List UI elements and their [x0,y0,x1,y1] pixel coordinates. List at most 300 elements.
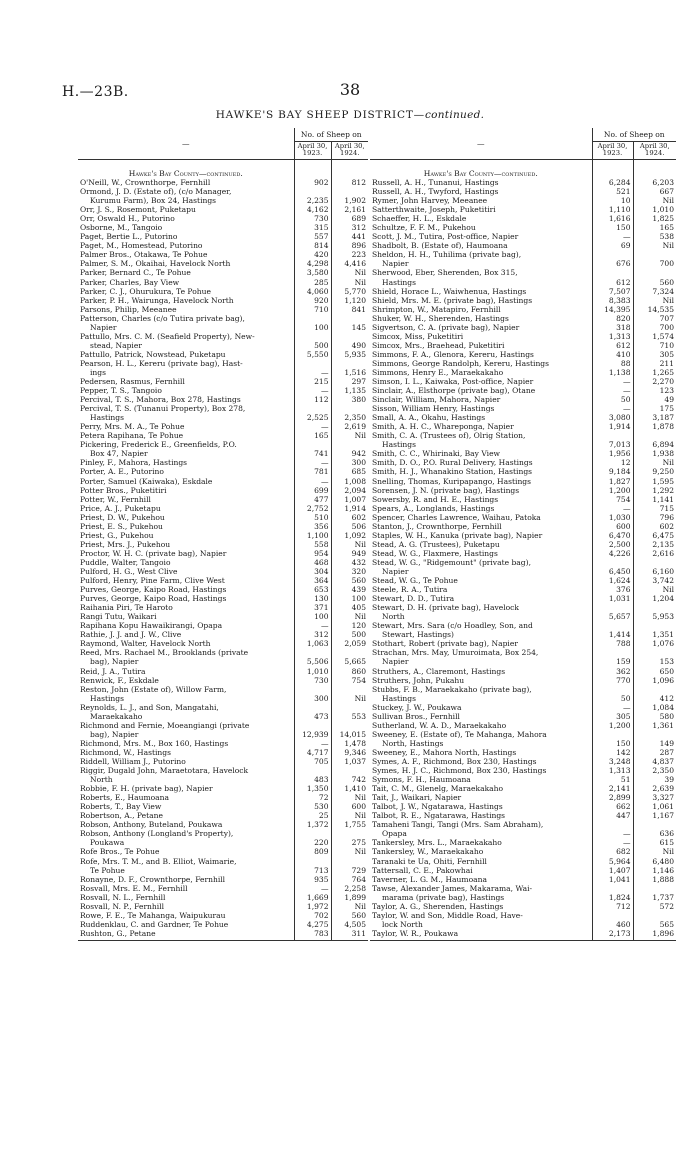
table-row [370,513,676,522]
sheep-1923-value: 318 [592,323,633,332]
sheep-1924-value: Nil [331,268,368,277]
sheep-1923-value: 5,964 [592,857,633,866]
table-row [370,359,676,368]
owner-entry [78,522,294,531]
table-row [370,495,676,504]
owner-name: Potter, W., Fernhill [80,494,151,504]
owner-entry [78,458,294,467]
sheep-1924-value: 6,203 [633,178,676,187]
sheep-1924-value: Nil [633,296,676,305]
sheep-1923-value: 159 [592,648,633,666]
owner-address-continuation: stead, Napier [90,340,142,350]
owner-name: Sigvertson, C. A. (private bag), Napier [372,322,520,332]
owner-name: Smith, D. O., P.O. Rural Delivery, Hastings [372,458,533,468]
owner-entry [78,214,294,223]
owner-entry [78,820,294,829]
owner-name: Petera Rapihana, Te Pohue [80,431,184,441]
owner-entry [370,205,592,214]
sheep-1924-value: 311 [331,929,368,941]
sheep-1923-value: 1,372 [294,820,331,829]
sheep-1923-value: 5,657 [592,603,633,621]
table-row [370,287,676,296]
table-row [78,793,368,802]
owner-entry [78,784,294,793]
table-row [78,214,368,223]
sheep-1923-value: 1,624 [592,576,633,585]
table-row [78,766,368,784]
sheep-1924-value: 6,475 [633,531,676,540]
table-row [78,847,368,856]
owner-name: Ronayne, D. F., Crownthorpe, Fernhill [80,874,226,884]
sheep-1924-value: 4,837 [633,757,676,766]
sheep-1924-value: 1,292 [633,486,676,495]
sheep-1923-value: 5,506 [294,648,331,666]
section-heading-row [370,159,676,178]
owner-name: Porter, A. E., Putorino [80,467,164,477]
owner-name: Scott, J. M., Tutira, Post-office, Napier [372,232,519,242]
table-row [78,467,368,476]
owner-name: Robbie, F. H. (private bag), Napier [80,784,213,794]
sheep-1924-value: Nil [331,847,368,856]
sheep-1924-value: 1,120 [331,296,368,305]
owner-name: Steele, R. A., Tutira [372,585,448,595]
sheep-1923-value: 150 [592,223,633,232]
sheep-1924-value: 860 [331,667,368,676]
owner-name: Priest, G., Pukehou [80,530,154,540]
table-row [370,802,676,811]
sheep-1923-value: 3,248 [592,757,633,766]
owner-entry [370,811,592,820]
owner-entry [78,621,294,630]
owner-name: Puddle, Walter, Tangoio [80,557,171,567]
sheep-1924-value: 5,935 [331,350,368,359]
table-row [370,178,676,187]
table-row [78,811,368,820]
sheep-1924-value: 1,204 [633,594,676,603]
table-row [78,902,368,911]
table-row [370,296,676,305]
table-row [370,667,676,676]
owner-name: Proctor, W. H. C. (private bag), Napier [80,548,227,558]
sheep-1924-value: 7,324 [633,287,676,296]
sheep-1924-value: 1,737 [633,884,676,902]
table-row [370,621,676,639]
table-row [78,350,368,359]
table-row [370,775,676,784]
sheep-1924-value: 6,894 [633,431,676,449]
owner-entry [78,395,294,404]
table-row [78,431,368,440]
owner-name: Stead, W. G., "Ridgemount" (private bag), [372,557,531,567]
owner-entry [78,603,294,612]
owner-name: Pattullo, Patrick, Nowstead, Puketapu [80,349,226,359]
table-row [78,250,368,259]
sheep-1923-value: 820 [592,314,633,323]
sheep-1923-value: 50 [592,395,633,404]
sheep-1923-value: 730 [294,214,331,223]
table-row [78,929,368,941]
table-row [78,205,368,214]
owner-name: Shrimpton, W., Matapiro, Fernhill [372,304,501,314]
owner-name: Rosvall, N. L., Fernhill [80,892,166,902]
table-row [78,241,368,250]
owner-name: Stanton, J., Crownthorpe, Fernhill [372,521,502,531]
owner-entry [370,866,592,875]
owner-name: Rangi Tutu, Waikari [80,612,157,622]
owner-name: Rowe, F. E., Te Mahanga, Waipukurau [80,910,226,920]
owner-name: Snelling, Thomas, Kuripapango, Hastings [372,476,532,486]
owner-name: Stewart, Mrs. Sara (c/o Hoadley, Son, and [372,621,533,631]
owner-address-continuation: Hastings [382,440,416,450]
table-row [370,639,676,648]
table-row [78,305,368,314]
owner-name: Simmons, George Randolph, Kereru, Hastings [372,358,550,368]
sheep-1924-value: 5,953 [633,603,676,621]
owner-header: — [78,128,294,159]
table-row [370,449,676,458]
sheep-1923-value: 4,298 [294,259,331,268]
owner-address-continuation: bag), Napier [90,657,139,667]
sheep-1924-value: 636 [633,820,676,838]
sheep-1924-value: 1,938 [633,449,676,458]
sheep-1924-value: 1,478 [331,739,368,748]
sheep-1923-value: 72 [294,793,331,802]
owner-name: Smith, A. H. C., Whareponga, Napier [372,422,514,432]
sheep-1923-value: 500 [294,332,331,350]
sheep-1924-value: 1,076 [633,639,676,648]
owner-entry [370,187,592,196]
sheep-1924-value: 14,015 [331,721,368,739]
sheep-1924-value: 1,146 [633,866,676,875]
sheep-1923-value: 477 [294,495,331,504]
sheep-1924-value: 710 [633,341,676,350]
table-row [78,911,368,920]
owner-entry [370,332,592,341]
sheep-1923-value: 376 [592,585,633,594]
table-row [78,549,368,558]
sheep-1923-value: 1,063 [294,639,331,648]
sheep-1924-value: 175 [633,404,676,413]
owner-name: Stead, A. G. (Trustees), Puketapu [372,539,500,549]
owner-entry [78,667,294,676]
owner-name: Symes, A. F., Richmond, Box 230, Hastings [372,756,537,766]
owner-entry [78,549,294,558]
table-row [78,278,368,287]
owner-name: Parker, P. H., Wairunga, Havelock North [80,295,234,305]
owner-header: — [370,128,592,159]
sheep-1923-value: 305 [592,712,633,721]
owner-name: Smith, H. J., Whanakino Station, Hastings [372,467,533,477]
table-row [370,911,676,929]
owner-name: Reston, John (Estate of), Willow Farm, [80,684,227,694]
table-row [78,585,368,594]
owner-name: Strachan, Mrs. May, Umuroimata, Box 254, [372,648,539,658]
owner-name: Richmond, W., Hastings [80,747,171,757]
table-row [78,721,368,739]
table-row [78,314,368,332]
table-row [370,350,676,359]
owner-address-continuation: Hastings [90,413,124,423]
sheep-1923-value: 112 [294,395,331,404]
table-row [78,630,368,639]
owner-entry [370,341,592,350]
table-row [78,802,368,811]
owner-name: Taverner, L. G. M., Haumoana [372,874,487,884]
table-row [370,205,676,214]
table-row [370,250,676,268]
table-row [78,576,368,585]
sheep-1924-value: 1,595 [633,477,676,486]
table-row [78,377,368,386]
owner-name: Robson, Anthony (Longland's Property), [80,829,234,839]
table-row [370,305,676,314]
sheep-1924-value: 412 [633,685,676,703]
owner-entry [370,305,592,314]
sheep-1924-value: 942 [331,440,368,458]
owner-entry [370,721,592,730]
sheep-1924-value: 2,258 [331,884,368,893]
sheep-1923-value: 142 [592,748,633,757]
owner-entry [78,639,294,648]
sheep-1924-value: 565 [633,911,676,929]
sheep-1923-value: 713 [294,857,331,875]
sheep-1923-value: — [294,884,331,893]
owner-entry [78,241,294,250]
sheep-1923-value: 935 [294,875,331,884]
owner-entry [78,748,294,757]
owner-entry [78,721,294,739]
table-row [78,386,368,395]
owner-entry [78,739,294,748]
sheep-1923-value: 1,200 [592,486,633,495]
sheep-1923-value: 1,138 [592,368,633,377]
sheep-1923-value: — [592,377,633,386]
owner-entry [78,847,294,856]
sheep-1924-value: 1,899 [331,893,368,902]
owner-entry [370,540,592,549]
owner-name: Roberts, E., Haumoana [80,793,170,803]
owner-name: Roberts, T., Bay View [80,802,162,812]
table-row [370,748,676,757]
table-row [78,359,368,377]
sheep-1924-value: 500 [331,630,368,639]
sheep-1923-value: 770 [592,676,633,685]
table-row [78,259,368,268]
owner-entry [78,495,294,504]
sheep-1924-value: 9,250 [633,467,676,476]
owner-entry [78,558,294,567]
sheep-1923-value: 4,162 [294,205,331,214]
table-row [370,214,676,223]
owner-entry [370,431,592,449]
sheep-1923-value: 10 [592,196,633,205]
sheep-1924-value: 5,770 [331,287,368,296]
sheep-1923-value: 2,141 [592,784,633,793]
owner-entry [78,287,294,296]
owner-entry [370,413,592,422]
table-row [370,766,676,775]
sheep-1924-value: 1,007 [331,495,368,504]
table-row [370,721,676,730]
table-row [78,920,368,929]
sheep-1924-value: 1,084 [633,703,676,712]
sheep-1924-value: 1,037 [331,757,368,766]
owner-entry [370,467,592,476]
sheep-1923-value: 50 [592,685,633,703]
sheep-1923-value: 705 [294,757,331,766]
sheep-1923-value: — [592,838,633,847]
table-row [78,540,368,549]
table-row [370,368,676,377]
sheep-1923-value: 304 [294,567,331,576]
report-reference: H.—23B. [62,84,129,100]
owner-entry [78,920,294,929]
sheep-count-header: No. of Sheep on [294,128,368,142]
owner-name: Pulford, Henry, Pine Farm, Clive West [80,576,225,586]
owner-entry [370,268,592,286]
table-row [370,875,676,884]
table-row [78,187,368,205]
owner-name: Stewart, D. H. (private bag), Havelock [372,603,519,613]
table-row [370,477,676,486]
sheep-1923-value: 2,173 [592,929,633,941]
sheep-1924-value: 1,141 [633,495,676,504]
sheep-1923-value: 702 [294,911,331,920]
sheep-1923-value: — [294,458,331,467]
sheep-1923-value: 1,956 [592,449,633,458]
sheep-1924-value: 650 [633,667,676,676]
owner-entry [370,504,592,513]
table-row [78,685,368,703]
table-row [78,268,368,277]
sheep-1923-value: 1,010 [294,667,331,676]
owner-entry [370,639,592,648]
sheep-1923-value: 510 [294,513,331,522]
sheep-1923-value: 682 [592,847,633,856]
table-row [78,748,368,757]
owner-entry [370,875,592,884]
sheep-1924-value: 1,135 [331,386,368,395]
sheep-1924-value: 123 [633,386,676,395]
sheep-1923-value: 9,184 [592,467,633,476]
sheep-1923-value: — [592,504,633,513]
owner-entry [370,178,592,187]
owner-entry [370,223,592,232]
owner-entry [78,431,294,440]
owner-entry [370,667,592,676]
sheep-1923-value: 8,383 [592,296,633,305]
owner-name: Rathie, J. J. and J. W., Clive [80,630,182,640]
sheep-1923-value: 1,407 [592,866,633,875]
owner-name: Orr, Oswald H., Putorino [80,214,175,224]
sheep-1923-value: 1,827 [592,477,633,486]
owner-name: Taylor, A. G., Sherenden, Hastings [372,901,504,911]
owner-entry [370,594,592,603]
table-row [370,431,676,449]
sheep-1923-value: 557 [294,232,331,241]
sheep-1923-value: 1,313 [592,766,633,775]
sheep-1923-value: 1,313 [592,332,633,341]
sheep-1923-value: 612 [592,341,633,350]
sheep-1924-value: 100 [331,594,368,603]
sheep-1923-value: 7,507 [592,287,633,296]
owner-entry [370,404,592,413]
owner-name: Pattullo, Mrs. C. M. (Seafield Property), New- [80,331,255,341]
owner-entry [370,232,592,241]
sheep-1923-value: 600 [592,522,633,531]
sheep-1924-value: 405 [331,603,368,612]
owner-address-continuation: Kurumu Farm), Box 24, Hastings [90,196,217,206]
owner-name: Symes, H. J. C., Richmond, Box 230, Hastings [372,766,547,776]
owner-entry [78,359,294,377]
sheep-1923-value: 902 [294,178,331,187]
col-1924-header: April 30, 1924. [331,142,368,160]
owner-entry [78,630,294,639]
table-row [78,757,368,766]
table-row [370,730,676,748]
owner-entry [370,748,592,757]
table-row [370,757,676,766]
sheep-1923-value: 6,450 [592,558,633,576]
owner-entry [370,296,592,305]
owner-entry [370,486,592,495]
sheep-1923-value: — [592,703,633,712]
owner-entry [78,576,294,585]
sheep-1923-value: 1,030 [592,513,633,522]
owner-entry [370,585,592,594]
sheep-1923-value: 1,669 [294,893,331,902]
owner-name: Tawse, Alexander James, Makarama, Wai- [372,883,533,893]
sheep-count-header: No. of Sheep on [592,128,676,142]
sheep-1923-value: 662 [592,802,633,811]
sheep-1924-value: 1,361 [633,721,676,730]
sheep-1923-value: 4,717 [294,748,331,757]
owner-address-continuation: Box 47, Napier [90,449,148,459]
owner-entry [78,296,294,305]
owner-entry [78,648,294,666]
sheep-1924-value: 153 [633,648,676,666]
section-heading-row [78,159,368,178]
sheep-1924-value: 3,327 [633,793,676,802]
owner-entry [78,504,294,513]
sheep-1924-value: 2,059 [331,639,368,648]
sheep-1924-value: 1,574 [633,332,676,341]
owner-entry [78,829,294,847]
owner-entry [370,576,592,585]
sheep-1924-value: 1,902 [331,187,368,205]
owner-name: Simcox, Miss, Puketitiri [372,331,464,341]
sheep-1924-value: 707 [633,314,676,323]
owner-entry [78,612,294,621]
sheep-1923-value: 100 [294,314,331,332]
owner-entry [78,793,294,802]
sheep-1924-value: Nil [331,685,368,703]
owner-name: Osborne, M., Tangoio [80,223,163,233]
sheep-1923-value: 285 [294,278,331,287]
owner-name: Pickering, Frederick E., Greenfields, P.O. [80,440,237,450]
table-row [370,241,676,250]
owner-entry [78,893,294,902]
owner-entry [370,820,592,838]
owner-name: Sinclair, A., Elsthorpe (private bag), Otane [372,386,536,396]
owner-address-continuation: Opapa [382,829,407,839]
owner-name: Orr, J. S., Rosemont, Puketapu [80,205,196,215]
sheep-1923-value: 130 [294,594,331,603]
owner-name: Porter, Samuel (Kaiwaka), Eskdale [80,476,213,486]
left-table [78,128,368,941]
owner-name: Spears, A., Longlands, Hastings [372,503,495,513]
sheep-1924-value: 602 [331,513,368,522]
